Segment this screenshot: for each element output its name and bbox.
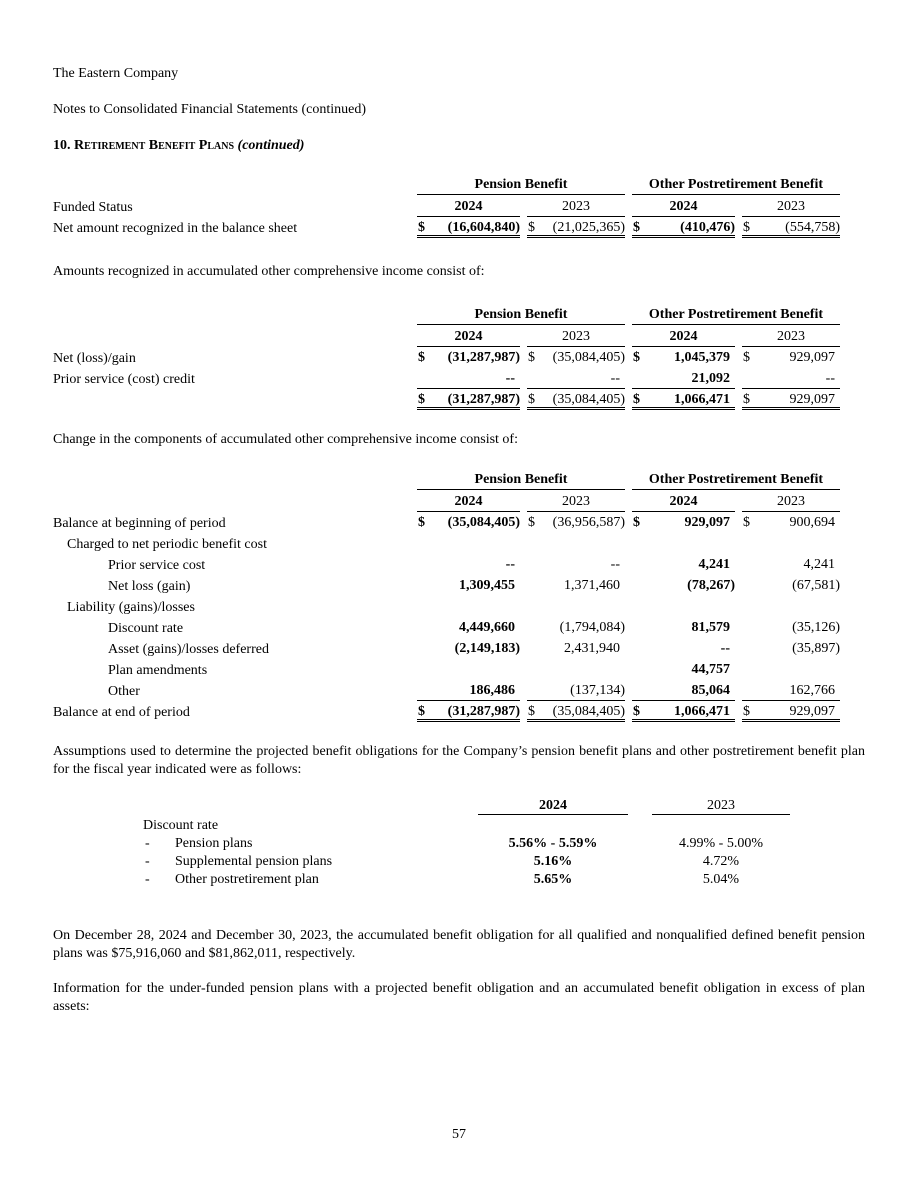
dollar-sign: $ xyxy=(418,220,425,235)
year-header-2024: 2024 xyxy=(632,492,735,512)
value-cell xyxy=(417,576,520,595)
table-row xyxy=(0,618,918,639)
assumption-2024: 5.65% xyxy=(533,872,573,887)
value: 929,097 xyxy=(789,350,835,365)
value: 929,097 xyxy=(789,704,835,719)
dollar-sign: $ xyxy=(743,704,750,719)
value: (35,084,405) xyxy=(447,515,520,530)
group-header-other-postretirement: Other Postretirement Benefit xyxy=(632,470,840,490)
value: 4,449,660 xyxy=(459,620,515,635)
table-row xyxy=(0,660,918,681)
row-label: Net loss (gain) xyxy=(108,579,191,594)
row-label: Other xyxy=(108,684,140,699)
value: (554,758) xyxy=(785,220,840,235)
value-cell xyxy=(632,597,735,616)
aoci-amounts-table xyxy=(0,305,918,411)
value: (35,084,405) xyxy=(552,392,625,407)
value-cell xyxy=(742,555,840,574)
value-cell xyxy=(417,555,520,574)
section-number: 10. xyxy=(53,138,71,153)
value: (35,084,405) xyxy=(552,704,625,719)
year-header-row xyxy=(0,197,918,218)
value-cell xyxy=(632,639,735,658)
value-cell xyxy=(632,681,735,701)
bullet-dash: - xyxy=(145,836,150,851)
value-cell xyxy=(527,218,625,238)
value-cell xyxy=(632,369,735,389)
value-cell xyxy=(742,639,840,658)
assumptions-header-row xyxy=(0,797,918,815)
value-cell xyxy=(632,390,735,410)
value: (36,956,587) xyxy=(552,515,625,530)
value-cell xyxy=(742,618,840,637)
group-header-pension: Pension Benefit xyxy=(417,470,625,490)
value: 81,579 xyxy=(691,620,730,635)
value-cell xyxy=(742,369,840,389)
dollar-sign: $ xyxy=(418,515,425,530)
table-row xyxy=(0,555,918,576)
section-suffix: (continued) xyxy=(237,138,305,153)
value: 4,241 xyxy=(698,557,730,572)
dollar-sign: $ xyxy=(633,350,640,365)
assumption-2023: 4.99% - 5.00% xyxy=(679,836,763,851)
assumption-label: Other postretirement plan xyxy=(175,872,319,887)
value: 929,097 xyxy=(789,392,835,407)
value: -- xyxy=(825,371,835,386)
value: 4,241 xyxy=(803,557,835,572)
dollar-sign: $ xyxy=(743,392,750,407)
section-heading xyxy=(53,138,304,154)
aoci-change-intro: Change in the components of accumulated other comprehensive income consist of: xyxy=(53,432,518,447)
year-header-2023: 2023 xyxy=(527,197,625,217)
value-cell xyxy=(527,348,625,367)
year-header-2023: 2023 xyxy=(527,327,625,347)
dollar-sign: $ xyxy=(633,515,640,530)
value-cell xyxy=(632,660,735,679)
row-label: Prior service (cost) credit xyxy=(53,372,195,387)
value-cell xyxy=(417,618,520,637)
funded-status-table xyxy=(0,175,918,239)
year-header-2024: 2024 xyxy=(478,797,628,815)
group-header-row xyxy=(0,470,918,491)
value: (31,287,987) xyxy=(447,704,520,719)
value: 1,066,471 xyxy=(674,704,730,719)
value: (35,126) xyxy=(792,620,840,635)
dollar-sign: $ xyxy=(418,704,425,719)
value: -- xyxy=(505,371,515,386)
value: -- xyxy=(505,557,515,572)
value-cell xyxy=(417,639,520,658)
group-header-pension: Pension Benefit xyxy=(417,175,625,195)
group-header-other-postretirement: Other Postretirement Benefit xyxy=(632,175,840,195)
year-header-2023: 2023 xyxy=(527,492,625,512)
assumption-2023: 5.04% xyxy=(702,872,740,887)
value-cell xyxy=(527,660,625,679)
dollar-sign: $ xyxy=(528,704,535,719)
table-row xyxy=(0,639,918,660)
value-cell xyxy=(632,576,735,595)
assumptions-table xyxy=(0,797,918,889)
value-cell xyxy=(632,702,735,722)
value: 21,092 xyxy=(691,371,730,386)
row-label: Balance at end of period xyxy=(53,705,190,720)
year-header-2024: 2024 xyxy=(632,327,735,347)
value-cell xyxy=(417,681,520,701)
value-cell xyxy=(632,618,735,637)
group-header-pension: Pension Benefit xyxy=(417,305,625,325)
value-cell xyxy=(417,369,520,389)
value-cell xyxy=(527,513,625,532)
table-row xyxy=(0,702,918,723)
bullet-dash: - xyxy=(145,854,150,869)
row-label: Plan amendments xyxy=(108,663,208,678)
value: -- xyxy=(610,371,620,386)
dollar-sign: $ xyxy=(633,704,640,719)
document-subtitle: Notes to Consolidated Financial Statements (continued) xyxy=(53,102,366,117)
value-cell xyxy=(417,218,520,238)
year-header-2023: 2023 xyxy=(652,797,790,815)
value: (31,287,987) xyxy=(447,392,520,407)
dollar-sign: $ xyxy=(633,220,640,235)
group-header-other-postretirement: Other Postretirement Benefit xyxy=(632,305,840,325)
dollar-sign: $ xyxy=(633,392,640,407)
value: (35,897) xyxy=(792,641,840,656)
row-label: Discount rate xyxy=(108,621,184,636)
value-cell xyxy=(742,681,840,701)
value-cell xyxy=(527,639,625,658)
assumption-label: Supplemental pension plans xyxy=(175,854,333,869)
row-label: Prior service cost xyxy=(108,558,206,573)
underfunded-paragraph: Information for the under-funded pension plans with a projected benefit obligation and an accumulated benefit obligation in excess of plan assets: xyxy=(53,981,865,1014)
dollar-sign: $ xyxy=(528,350,535,365)
value-cell xyxy=(742,597,840,616)
value-cell xyxy=(742,390,840,410)
value-cell xyxy=(527,555,625,574)
value: (410,476) xyxy=(680,220,735,235)
value: 186,486 xyxy=(469,683,515,698)
value-cell xyxy=(527,576,625,595)
year-header-2024: 2024 xyxy=(417,197,520,217)
dollar-sign: $ xyxy=(743,220,750,235)
value-cell xyxy=(417,348,520,367)
bullet-dash: - xyxy=(145,872,150,887)
dollar-sign: $ xyxy=(528,392,535,407)
row-label: Liability (gains)/losses xyxy=(67,600,195,615)
dollar-sign: $ xyxy=(528,515,535,530)
value-cell xyxy=(527,369,625,389)
aoci-change-table xyxy=(0,470,918,723)
year-header-2024: 2024 xyxy=(417,492,520,512)
row-label: Funded Status xyxy=(53,200,133,215)
assumption-row xyxy=(0,835,918,853)
value-cell xyxy=(417,597,520,616)
assumption-label: Pension plans xyxy=(175,836,253,851)
value-cell xyxy=(632,513,735,532)
value: 929,097 xyxy=(684,515,730,530)
value: (31,287,987) xyxy=(447,350,520,365)
value-cell xyxy=(527,390,625,410)
row-label: Net (loss)/gain xyxy=(53,351,136,366)
value: 1,309,455 xyxy=(459,578,515,593)
value-cell xyxy=(417,513,520,532)
row-label: Balance at beginning of period xyxy=(53,516,226,531)
value: (1,794,084) xyxy=(559,620,625,635)
value-cell xyxy=(742,348,840,367)
value: (21,025,365) xyxy=(552,220,625,235)
value: 162,766 xyxy=(789,683,835,698)
value: -- xyxy=(720,641,730,656)
value-cell xyxy=(632,218,735,238)
value: 1,371,460 xyxy=(564,578,620,593)
value-cell xyxy=(417,702,520,722)
value-cell xyxy=(417,534,520,553)
value-cell xyxy=(742,513,840,532)
year-header-2024: 2024 xyxy=(417,327,520,347)
dollar-sign: $ xyxy=(743,515,750,530)
value-cell xyxy=(527,534,625,553)
dollar-sign: $ xyxy=(528,220,535,235)
value-cell xyxy=(527,597,625,616)
value-cell xyxy=(742,702,840,722)
row-label: Asset (gains)/losses deferred xyxy=(108,642,269,657)
table-row xyxy=(0,513,918,534)
table-row xyxy=(0,534,918,555)
assumption-row xyxy=(0,871,918,889)
value: (35,084,405) xyxy=(552,350,625,365)
section-title: Retirement Benefit Plans xyxy=(74,138,235,153)
abo-paragraph: On December 28, 2024 and December 30, 2023, the accumulated benefit obligation for all qualified and nonqualified defined benefit pension plans was $75,916,060 and $81,862,011, respectively. xyxy=(53,928,865,961)
table-row xyxy=(0,369,918,390)
company-name: The Eastern Company xyxy=(53,66,179,81)
assumption-2023: 4.72% xyxy=(702,854,740,869)
table-row xyxy=(0,576,918,597)
year-header-2023: 2023 xyxy=(742,327,840,347)
value: 44,757 xyxy=(691,662,730,677)
value: 85,064 xyxy=(691,683,730,698)
year-header-2024: 2024 xyxy=(632,197,735,217)
dollar-sign: $ xyxy=(743,350,750,365)
value: (2,149,183) xyxy=(454,641,520,656)
value: (137,134) xyxy=(570,683,625,698)
year-header-row xyxy=(0,327,918,348)
table-row xyxy=(0,681,918,702)
year-header-2023: 2023 xyxy=(742,492,840,512)
group-header-row xyxy=(0,305,918,326)
row-label: Net amount recognized in the balance sheet xyxy=(53,221,298,236)
value-cell xyxy=(632,555,735,574)
value-cell xyxy=(632,534,735,553)
value: 1,045,379 xyxy=(674,350,730,365)
value-cell xyxy=(527,702,625,722)
value-cell xyxy=(417,660,520,679)
value-cell xyxy=(527,681,625,701)
assumption-row xyxy=(0,853,918,871)
value: (16,604,840) xyxy=(447,220,520,235)
assumptions-intro: Assumptions used to determine the projected benefit obligations for the Company’s pension benefit plans and other postretirement benefit plan for the fiscal year indicated were as follows: xyxy=(53,744,865,777)
value: 1,066,471 xyxy=(674,392,730,407)
aoci-intro: Amounts recognized in accumulated other comprehensive income consist of: xyxy=(53,264,485,279)
dollar-sign: $ xyxy=(418,350,425,365)
value: -- xyxy=(610,557,620,572)
value: (78,267) xyxy=(687,578,735,593)
year-header-2023: 2023 xyxy=(742,197,840,217)
value-cell xyxy=(742,660,840,679)
table-row xyxy=(0,597,918,618)
value-cell xyxy=(742,576,840,595)
discount-rate-heading-row xyxy=(0,817,918,835)
dollar-sign: $ xyxy=(418,392,425,407)
row-label: Charged to net periodic benefit cost xyxy=(67,537,267,552)
group-header-row xyxy=(0,175,918,196)
assumption-2024: 5.56% - 5.59% xyxy=(508,836,598,851)
value-cell xyxy=(742,534,840,553)
table-row xyxy=(0,390,918,411)
discount-rate-heading: Discount rate xyxy=(143,818,219,833)
page-number: 57 xyxy=(452,1127,466,1142)
year-header-row xyxy=(0,492,918,513)
value-cell xyxy=(742,218,840,238)
value-cell xyxy=(417,390,520,410)
table-row xyxy=(0,348,918,369)
table-row xyxy=(0,218,918,239)
value-cell xyxy=(632,348,735,367)
value: 900,694 xyxy=(789,515,835,530)
value: 2,431,940 xyxy=(564,641,620,656)
value: (67,581) xyxy=(792,578,840,593)
assumption-2024: 5.16% xyxy=(533,854,573,869)
value-cell xyxy=(527,618,625,637)
